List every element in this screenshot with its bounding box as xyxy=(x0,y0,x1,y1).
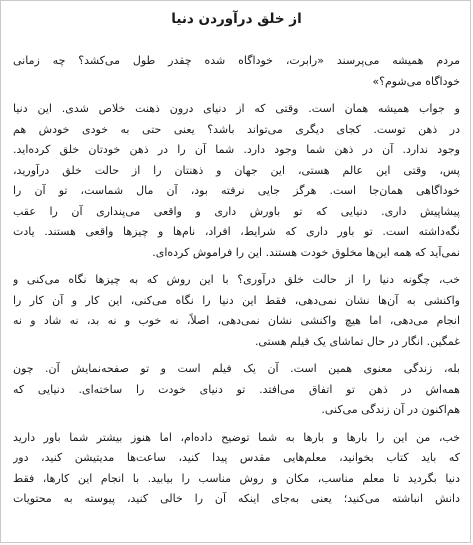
text-line: دنیا بگردید تا معلم مناسب، مکان و روش مناسب را بیابید. با انجام این کارها، فقط xyxy=(13,471,460,485)
paragraph-2 xyxy=(13,99,460,263)
text-line: وجود ندارد. آن در ذهن شما وجود دارد. شما آن را در ذهن خودتان خلق کرده‌اید. xyxy=(13,143,460,156)
text-line: نگه‌داشته است. تو باور داری که شرایط، افراد، نام‌ها و چیزها واقعی هستند. یادت xyxy=(13,225,460,238)
text-line: در ذهن توست. کجای دیگری می‌تواند باشد؟ یعنی حتی به خودی خودش هم xyxy=(13,122,460,136)
text-line: پیشاپیش داری. دنیایی که تو باورش داری و واقعی می‌پنداری آن را عقب xyxy=(13,204,460,218)
text-line: بله، زندگی معنوی همین است. آن یک فیلم است و تو صفحه‌نمایش آن. چون xyxy=(13,362,460,375)
text-line: غمگین. انگار در حال تماشای یک فیلم هستی. xyxy=(254,334,460,348)
text-line: انجام می‌دهی، اما هیچ واکنشی نشان نمی‌دهی، اصلاً، نه خوب و نه بد، نه شاد و نه xyxy=(13,314,460,327)
text-line: واکنشی به آن‌ها نشان نمی‌دهی، فقط این دنیا را نگاه می‌کنی، این کار و آن کار را xyxy=(13,293,460,307)
paragraph-1 xyxy=(13,51,460,92)
text-line: که باید کتاب بخوانید، معلم‌هایی مقدس پیدا کنید، ساعت‌ها مدیتیشن کنید، دور xyxy=(13,451,460,464)
text-line: خب، چگونه دنیا را از حالت خلق درآوری؟ با این روش که به چیزها نگاه می‌کنی و xyxy=(13,273,460,286)
paragraph-4 xyxy=(13,359,460,421)
text-line: هم‌اکنون در آن زندگی می‌کنی. xyxy=(321,403,460,416)
paragraph-5 xyxy=(13,428,460,510)
text-line: پس، وقتی این عالم هستی، این جهان و ذهنتان را از حالت خلق درآورید، xyxy=(13,163,460,177)
text-line: و جواب همیشه همان است. وقتی که از دنیای درون ذهنت خلاص شدی. این دنیا xyxy=(13,102,460,115)
text-line: خوداگاه می‌شوم؟» xyxy=(372,74,460,88)
text-line: مردم همیشه می‌پرسند «رابرت، خوداگاه شده چقدر طول می‌کشد؟ چه زمانی xyxy=(13,54,460,67)
text-line: دانش انباشته می‌کنید؛ یعنی به‌جای اینکه آن را خالی کنید، پیوسته به محتویات xyxy=(13,492,460,505)
document-body xyxy=(13,7,460,517)
text-line: همه‌اش در ذهن تو اتفاق می‌افتد. تو دنیای خودت را ساخته‌ای. دنیایی که xyxy=(13,382,460,396)
text-line: خوداگاهی همان‌جا است. هرگز جایی نرفته بود، آن مال شماست، تو آن را xyxy=(13,184,460,197)
text-line: نمی‌آید که همه این‌ها مخلوق خودت هستند. این را فراموش کرده‌ای. xyxy=(152,245,460,259)
text-line: خب، من این را بارها و بارها به شما توضیح داده‌ام، اما هنوز بیشتر شما باور دارید xyxy=(13,430,460,444)
document-title: از خلق درآوردن دنیا xyxy=(171,11,302,27)
paragraph-3 xyxy=(13,270,460,352)
